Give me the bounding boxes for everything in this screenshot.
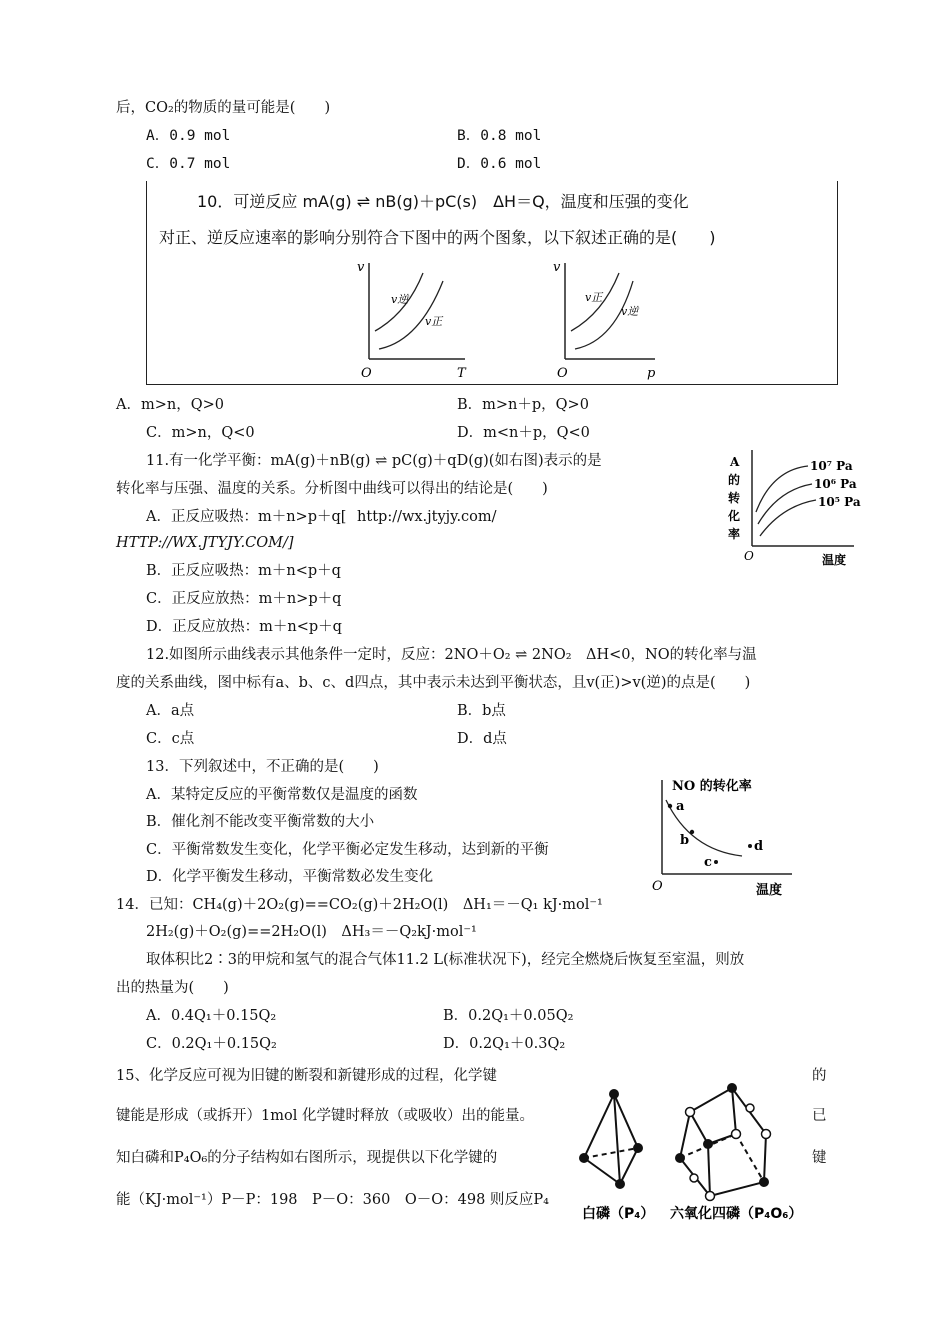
q10-option-b: B．m>n＋p，Q>0 bbox=[457, 397, 589, 413]
q12-point-b: b bbox=[680, 833, 690, 848]
q9-option-b: B．0.8 mol bbox=[457, 128, 542, 144]
q11-ylabel-4: 化 bbox=[728, 509, 741, 523]
q10-g1-origin: O bbox=[361, 366, 372, 381]
q14-option-c: C．0.2Q₁＋0.15Q₂ bbox=[146, 1036, 277, 1052]
q15-line3-end: 键 bbox=[812, 1150, 827, 1166]
q14-line1: 取体积比2∶3的甲烷和氢气的混合气体11.2 L(标准状况下)，经完全燃烧后恢复至室温，则放 bbox=[146, 952, 745, 968]
q14-option-a: A．0.4Q₁＋0.15Q₂ bbox=[146, 1008, 277, 1024]
q13-option-b: B．催化剂不能改变平衡常数的大小 bbox=[146, 814, 375, 830]
q9-option-a: A．0.9 mol bbox=[146, 128, 231, 144]
white-phosphorus-structure bbox=[584, 1094, 638, 1184]
q15-line1: 15、化学反应可视为旧键的断裂和新键形成的过程，化学键 bbox=[116, 1068, 497, 1084]
q11-ylabel-2: 的 bbox=[728, 473, 741, 487]
q9-option-c: C．0.7 mol bbox=[146, 156, 231, 172]
q10-g1-xlabel: T bbox=[457, 366, 466, 381]
q10-line1: 10．可逆反应 mA(g) ⇌ nB(g)＋pC(s) ΔH＝Q，温度和压强的变化 bbox=[197, 192, 689, 211]
q14-option-d: D．0.2Q₁＋0.3Q₂ bbox=[443, 1036, 566, 1052]
q14-eq1: 14．已知：CH₄(g)＋2O₂(g)==CO₂(g)＋2H₂O(l) ΔH₁＝－Q₁ kJ·mol⁻¹ bbox=[116, 897, 603, 913]
q12-option-a: A．a点 bbox=[146, 703, 195, 719]
q10-option-a: A．m>n，Q>0 bbox=[116, 397, 224, 413]
q12-option-c: C．c点 bbox=[146, 731, 195, 747]
q15-line3: 知白磷和P₄O₆的分子结构如右图所示，现提供以下化学键的 bbox=[116, 1150, 498, 1166]
q10-g2-origin: O bbox=[557, 366, 568, 381]
q12-point-a: a bbox=[676, 799, 685, 814]
q10-g2-ylabel: v bbox=[553, 260, 561, 275]
q14-line2: 出的热量为( ) bbox=[116, 980, 229, 996]
q12-xlabel: 温度 bbox=[756, 883, 783, 898]
q11-ylabel-3: 转 bbox=[728, 491, 741, 505]
q10-g1-curve2: v正 bbox=[425, 315, 443, 328]
q11-xlabel: 温度 bbox=[822, 553, 847, 567]
q13-stem: 13．下列叙述中，不正确的是( ) bbox=[146, 759, 379, 775]
q10-graphs bbox=[147, 181, 837, 384]
q10-figure-box bbox=[146, 181, 838, 385]
q12-option-b: B．b点 bbox=[457, 703, 506, 719]
q10-line2: 对正、逆反应速率的影响分别符合下图中的两个图象，以下叙述正确的是( ) bbox=[159, 228, 716, 247]
q12-line2: 度的关系曲线，图中标有a、b、c、d四点，其中表示未达到平衡状态，且v(正)>v(逆)的点是( ) bbox=[116, 675, 751, 691]
q11-option-c: C．正反应放热：m＋n>p＋q bbox=[146, 591, 342, 607]
q10-option-c: C．m>n，Q<0 bbox=[146, 425, 255, 441]
q10-g1-curve1: v逆 bbox=[391, 293, 409, 306]
q10-g2-curve2: v逆 bbox=[621, 305, 639, 318]
q13-option-d: D．化学平衡发生移动，平衡常数必发生变化 bbox=[146, 869, 434, 885]
q12-graph bbox=[650, 770, 800, 900]
q11-ylabel-5: 率 bbox=[728, 527, 741, 541]
q10-g1-ylabel: v bbox=[357, 260, 365, 275]
q15-line2: 键能是形成（或拆开）1mol 化学键时释放（或吸收）出的能量。 bbox=[116, 1108, 534, 1124]
q11-line2: 转化率与压强、温度的关系。分析图中曲线可以得出的结论是( ) bbox=[116, 481, 548, 497]
q11-p2: 10⁶ Pa bbox=[814, 477, 857, 491]
q11-option-a: A．正反应吸热：m＋n>p＋q[ http://wx.jtyjy.com/ bbox=[146, 509, 497, 525]
q9-option-d: D．0.6 mol bbox=[457, 156, 542, 172]
q10-graph-pressure bbox=[553, 260, 656, 381]
q14-eq2: 2H₂(g)＋O₂(g)==2H₂O(l) ΔH₃＝－Q₂kJ·mol⁻¹ bbox=[146, 924, 477, 940]
q15-caption-white-phosphorus: 白磷（P₄） bbox=[582, 1206, 655, 1222]
q11-graph bbox=[722, 442, 862, 572]
q11-option-b: B．正反应吸热：m＋n<p＋q bbox=[146, 563, 341, 579]
q15-caption-p4o6: 六氧化四磷（P₄O₆） bbox=[670, 1206, 803, 1222]
q12-ylabel: NO 的转化率 bbox=[672, 779, 752, 794]
q10-option-d: D．m<n＋p，Q<0 bbox=[457, 425, 590, 441]
q11-option-a-cont: HTTP://WX.JTYJY.COM/] bbox=[116, 535, 294, 551]
q10-g2-xlabel: p bbox=[647, 366, 656, 381]
q12-point-d: d bbox=[754, 839, 764, 854]
q10-g2-curve1: v正 bbox=[585, 291, 603, 304]
q12-line1: 12.如图所示曲线表示其他条件一定时，反应：2NO＋O₂ ⇌ 2NO₂ ΔH<0，NO的转化率与温 bbox=[146, 647, 757, 663]
q12-origin: O bbox=[652, 879, 663, 894]
q10-graph-temperature bbox=[357, 260, 467, 381]
q11-ylabel-1: A bbox=[730, 455, 740, 469]
q12-point-c: c bbox=[704, 855, 712, 870]
q15-line1-end: 的 bbox=[812, 1068, 827, 1084]
q11-line1: 11.有一化学平衡：mA(g)＋nB(g) ⇌ pC(g)＋qD(g)(如右图)表示的是 bbox=[146, 453, 602, 469]
q15-line4: 能（KJ·mol⁻¹）P－P：198 P－O：360 O－O：498 则反应P₄ bbox=[116, 1192, 549, 1208]
q11-option-d: D．正反应放热：m＋n<p＋q bbox=[146, 619, 342, 635]
q15-molecule-figure bbox=[574, 1078, 804, 1228]
q11-p3: 10⁵ Pa bbox=[818, 495, 861, 509]
q11-p1: 10⁷ Pa bbox=[810, 459, 853, 473]
q13-option-a: A．某特定反应的平衡常数仅是温度的函数 bbox=[146, 787, 418, 803]
q13-option-c: C．平衡常数发生变化，化学平衡必定发生移动，达到新的平衡 bbox=[146, 842, 549, 858]
q14-option-b: B．0.2Q₁＋0.05Q₂ bbox=[443, 1008, 574, 1024]
q15-line2-end: 已 bbox=[812, 1108, 827, 1124]
q12-option-d: D．d点 bbox=[457, 731, 507, 747]
q9-tail: 后，CO₂的物质的量可能是( ) bbox=[116, 100, 331, 116]
q11-origin: O bbox=[744, 549, 754, 563]
